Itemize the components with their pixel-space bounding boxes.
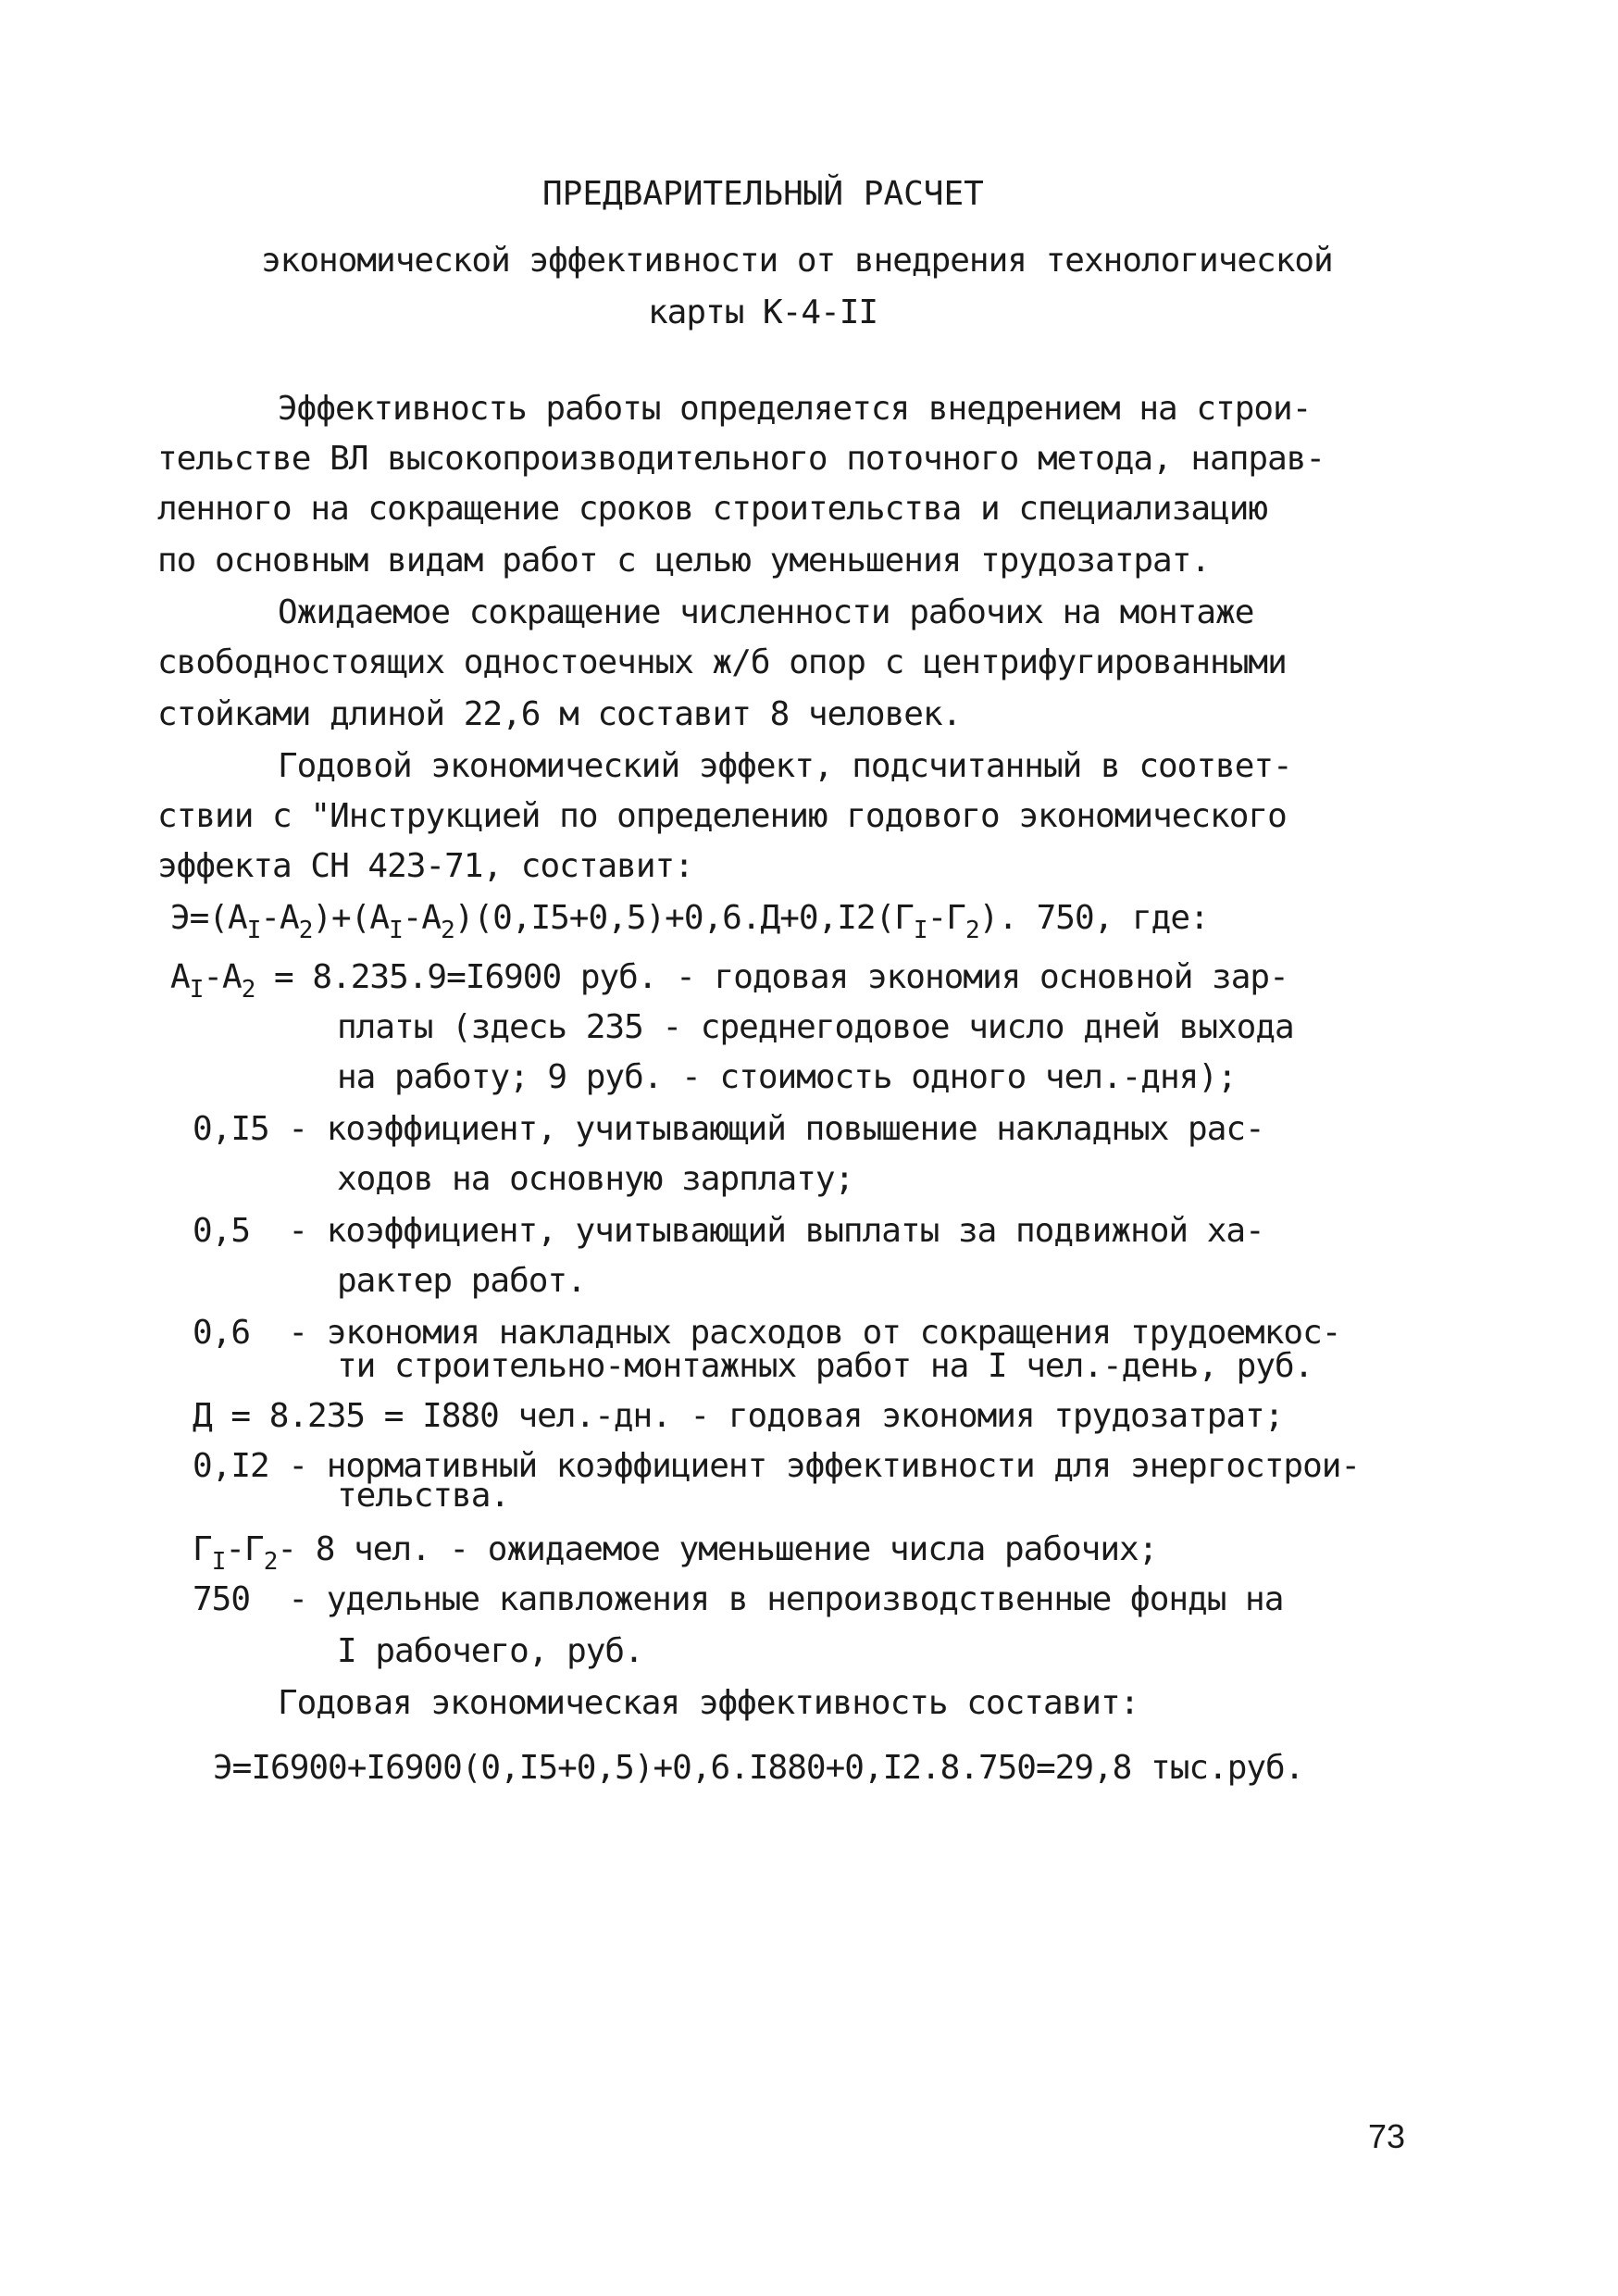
formula-part: )+(А: [312, 899, 390, 937]
def-a-text: = 8.235.9=I6900 руб. - годовая экономия основной зар-: [255, 958, 1288, 996]
page-title: ПРЕДВАРИТЕЛЬНЫЙ РАСЧЕТ: [542, 175, 984, 213]
formula-part: Э=(А: [170, 899, 247, 937]
def-k015-continuation: ходов на основную зарплату;: [337, 1160, 854, 1198]
def-k06-continuation: ти строительно-монтажных работ на I чел.-день, руб.: [337, 1347, 1313, 1385]
def-a-continuation: на работу; 9 руб. - стоимость одного чел.-дня);: [337, 1058, 1237, 1096]
formula-subscript: I: [246, 917, 261, 944]
formula-subscript: 2: [298, 917, 313, 944]
main-formula: [170, 898, 1209, 942]
def-a-subscript: I: [189, 976, 204, 1004]
paragraph-1-line: ленного на сокращение сроков строительства и специализацию: [157, 490, 1268, 528]
subtitle-line-2: карты К-4-II: [648, 293, 878, 331]
formula-part: -Г: [927, 899, 965, 937]
def-a-continuation: платы (здесь 235 - среднегодовое число дней выхода: [337, 1008, 1294, 1046]
formula-part: ). 750, где:: [978, 899, 1209, 937]
formula-subscript: I: [913, 917, 927, 944]
def-a-line: [170, 957, 1288, 1004]
def-k012-line: 0,I2 - нормативный коэффициент эффективности для энергострои-: [193, 1447, 1361, 1485]
formula-part: -А: [260, 899, 299, 937]
paragraph-2-line: стойками длиной 22,6 м составит 8 человек.: [157, 695, 962, 733]
def-g-key: -Г: [225, 1530, 264, 1568]
page-number: 73: [1368, 2117, 1406, 2155]
def-k05-line: 0,5 - коэффициент, учитывающий выплаты за подвижной ха-: [193, 1212, 1264, 1250]
def-k012-continuation: тельства.: [337, 1477, 510, 1515]
paragraph-1-line: тельстве ВЛ высокопроизводительного поточного метода, направ-: [157, 440, 1326, 478]
paragraph-3-line: Годовой экономический эффект, подсчитанный в соответ-: [278, 747, 1292, 785]
def-k015-line: 0,I5 - коэффициент, учитывающий повышение накладных рас-: [193, 1110, 1264, 1148]
def-a-key: А: [170, 958, 190, 996]
def-g-line: [193, 1529, 1158, 1576]
def-g-subscript: I: [211, 1548, 226, 1576]
def-k06-line: 0,6 - экономия накладных расходов от сокращения трудоемкос-: [193, 1314, 1341, 1352]
def-a-key: -А: [203, 958, 242, 996]
def-g-key: Г: [193, 1530, 212, 1568]
paragraph-1-line: Эффективность работы определяется внедрением на строи-: [278, 390, 1312, 428]
paragraph-1-line: по основным видам работ с целью уменьшения трудозатрат.: [157, 542, 1211, 580]
def-a-subscript: 2: [241, 976, 255, 1004]
result-formula: Э=I6900+I6900(0,I5+0,5)+0,6.I880+0,I2.8.750=29,8 тыс.руб.: [213, 1749, 1304, 1787]
def-d-line: Д = 8.235 = I880 чел.-дн. - годовая экономия трудозатрат;: [193, 1397, 1284, 1435]
formula-part: )(0,I5+0,5)+0,6.Д+0,I2(Г: [454, 899, 914, 937]
def-k05-continuation: рактер работ.: [337, 1262, 586, 1300]
def-k750-continuation: I рабочего, руб.: [337, 1632, 643, 1670]
paragraph-2-line: Ожидаемое сокращение численности рабочих на монтаже: [278, 593, 1254, 631]
result-intro: Годовая экономическая эффективность составит:: [278, 1684, 1139, 1722]
paragraph-3-line: ствии с "Инструкцией по определению годового экономического: [157, 797, 1287, 835]
formula-part: -А: [402, 899, 442, 937]
paragraph-3-line: эффекта СН 423-71, составит:: [157, 847, 693, 885]
formula-subscript: 2: [965, 917, 979, 944]
def-g-text: - 8 чел. - ожидаемое уменьшение числа рабочих;: [277, 1530, 1158, 1568]
formula-subscript: I: [389, 917, 403, 944]
formula-subscript: 2: [441, 917, 454, 944]
subtitle-line-1: экономической эффективности от внедрения технологической: [261, 242, 1333, 280]
def-k750-line: 750 - удельные капвложения в непроизводственные фонды на: [193, 1580, 1284, 1618]
paragraph-2-line: свободностоящих одностоечных ж/б опор с центрифугированными: [157, 643, 1287, 681]
def-g-subscript: 2: [263, 1548, 278, 1576]
